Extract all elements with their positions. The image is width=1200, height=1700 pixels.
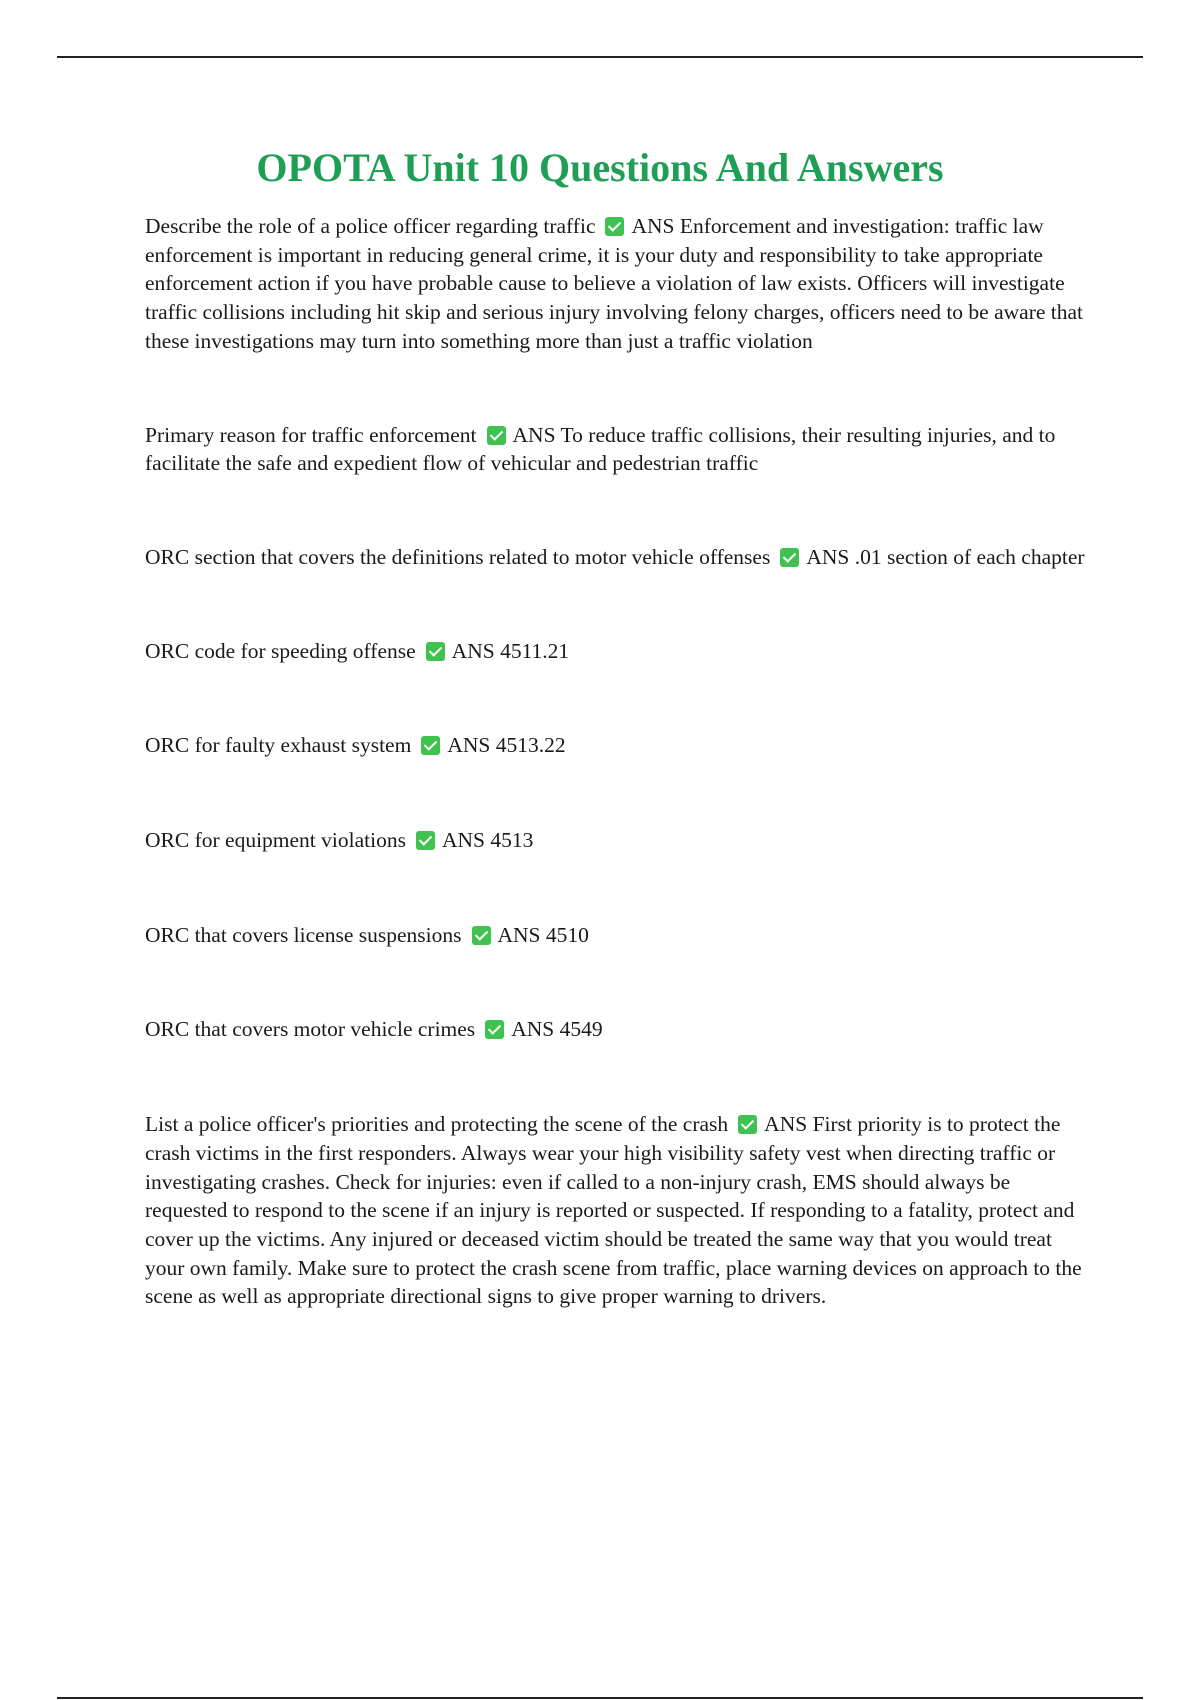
- check-box-icon: [605, 217, 624, 236]
- answer-prefix: ANS: [806, 544, 850, 569]
- answer-prefix: ANS: [441, 828, 485, 853]
- question-text: ORC for equipment violations: [145, 828, 406, 853]
- answer-prefix: ANS: [511, 1017, 555, 1042]
- answer-text: 4513.22: [495, 733, 566, 758]
- answer-text: 4511.21: [500, 638, 570, 663]
- question-text: Primary reason for traffic enforcement: [145, 422, 477, 447]
- qa-item: [145, 1015, 1090, 1044]
- check-box-icon: [487, 426, 506, 445]
- qa-item: [145, 1110, 1090, 1311]
- bottom-rule: [57, 1697, 1143, 1699]
- qa-item: [145, 212, 1090, 356]
- qa-item: [145, 421, 1090, 478]
- document-title: OPOTA Unit 10 Questions And Answers: [256, 145, 944, 190]
- question-text: Describe the role of a police officer regarding traffic: [145, 214, 596, 238]
- answer-text: .01 section of each chapter: [854, 544, 1085, 569]
- answer-prefix: ANS: [497, 922, 541, 947]
- question-text: List a police officer's priorities and protecting the scene of the crash: [145, 1112, 729, 1137]
- check-box-icon: [738, 1115, 757, 1134]
- qa-item: [145, 731, 1090, 760]
- check-box-icon: [472, 926, 491, 945]
- qa-list: [145, 212, 1090, 1311]
- answer-prefix: ANS: [512, 422, 556, 447]
- check-box-icon: [421, 736, 440, 755]
- qa-item: [145, 637, 1090, 666]
- question-text: ORC that covers license suspensions: [145, 922, 462, 947]
- answer-text: 4513: [490, 828, 534, 853]
- answer-text: To reduce traffic collisions, their resulting injuries, and to facilitate the safe and expedient flow of vehicular and pedestrian traffic: [145, 422, 1056, 476]
- question-text: ORC section that covers the definitions related to motor vehicle offenses: [145, 544, 771, 569]
- top-rule: [57, 56, 1143, 58]
- answer-text: 4549: [559, 1017, 603, 1042]
- answer-text: First priority is to protect the crash victims in the first responders. Always wear your high visibility safety vest when directing traffic or investigating crashes. Check for injuries: even if called to a non-injury crash, EMS should always be requested to respond to the scene if an injury is reported or suspected. If responding to a fatality, protect and cover up the victims. Any injured or deceased victim should be treated the same way that you would treat your own family. Make sure to protect the crash scene from traffic, place warning devices on approach to the scene as well as appropriate directional signs to give proper warning to drivers.: [145, 1112, 1082, 1309]
- answer-prefix: ANS: [764, 1112, 808, 1137]
- answer-prefix: ANS: [447, 733, 491, 758]
- question-text: ORC for faulty exhaust system: [145, 733, 412, 758]
- check-box-icon: [485, 1020, 504, 1039]
- answer-prefix: ANS: [631, 214, 675, 238]
- answer-text: Enforcement and investigation: traffic law enforcement is important in reducing general crime, it is your duty and responsibility to take appropriate enforcement action if you have probable cause to believe a violation of law exists. Officers will investigate traffic collisions including hit skip and serious injury involving felony charges, officers need to be aware that these investigations may turn into something more than just a traffic violation: [145, 214, 1084, 353]
- qa-item: [145, 921, 1090, 950]
- check-box-icon: [780, 548, 799, 567]
- answer-text: 4510: [545, 922, 589, 947]
- check-box-icon: [426, 642, 445, 661]
- qa-item: [145, 826, 1090, 855]
- check-box-icon: [416, 831, 435, 850]
- question-text: ORC code for speeding offense: [145, 638, 416, 663]
- question-text: ORC that covers motor vehicle crimes: [145, 1017, 476, 1042]
- qa-item: [145, 543, 1090, 572]
- answer-prefix: ANS: [451, 638, 495, 663]
